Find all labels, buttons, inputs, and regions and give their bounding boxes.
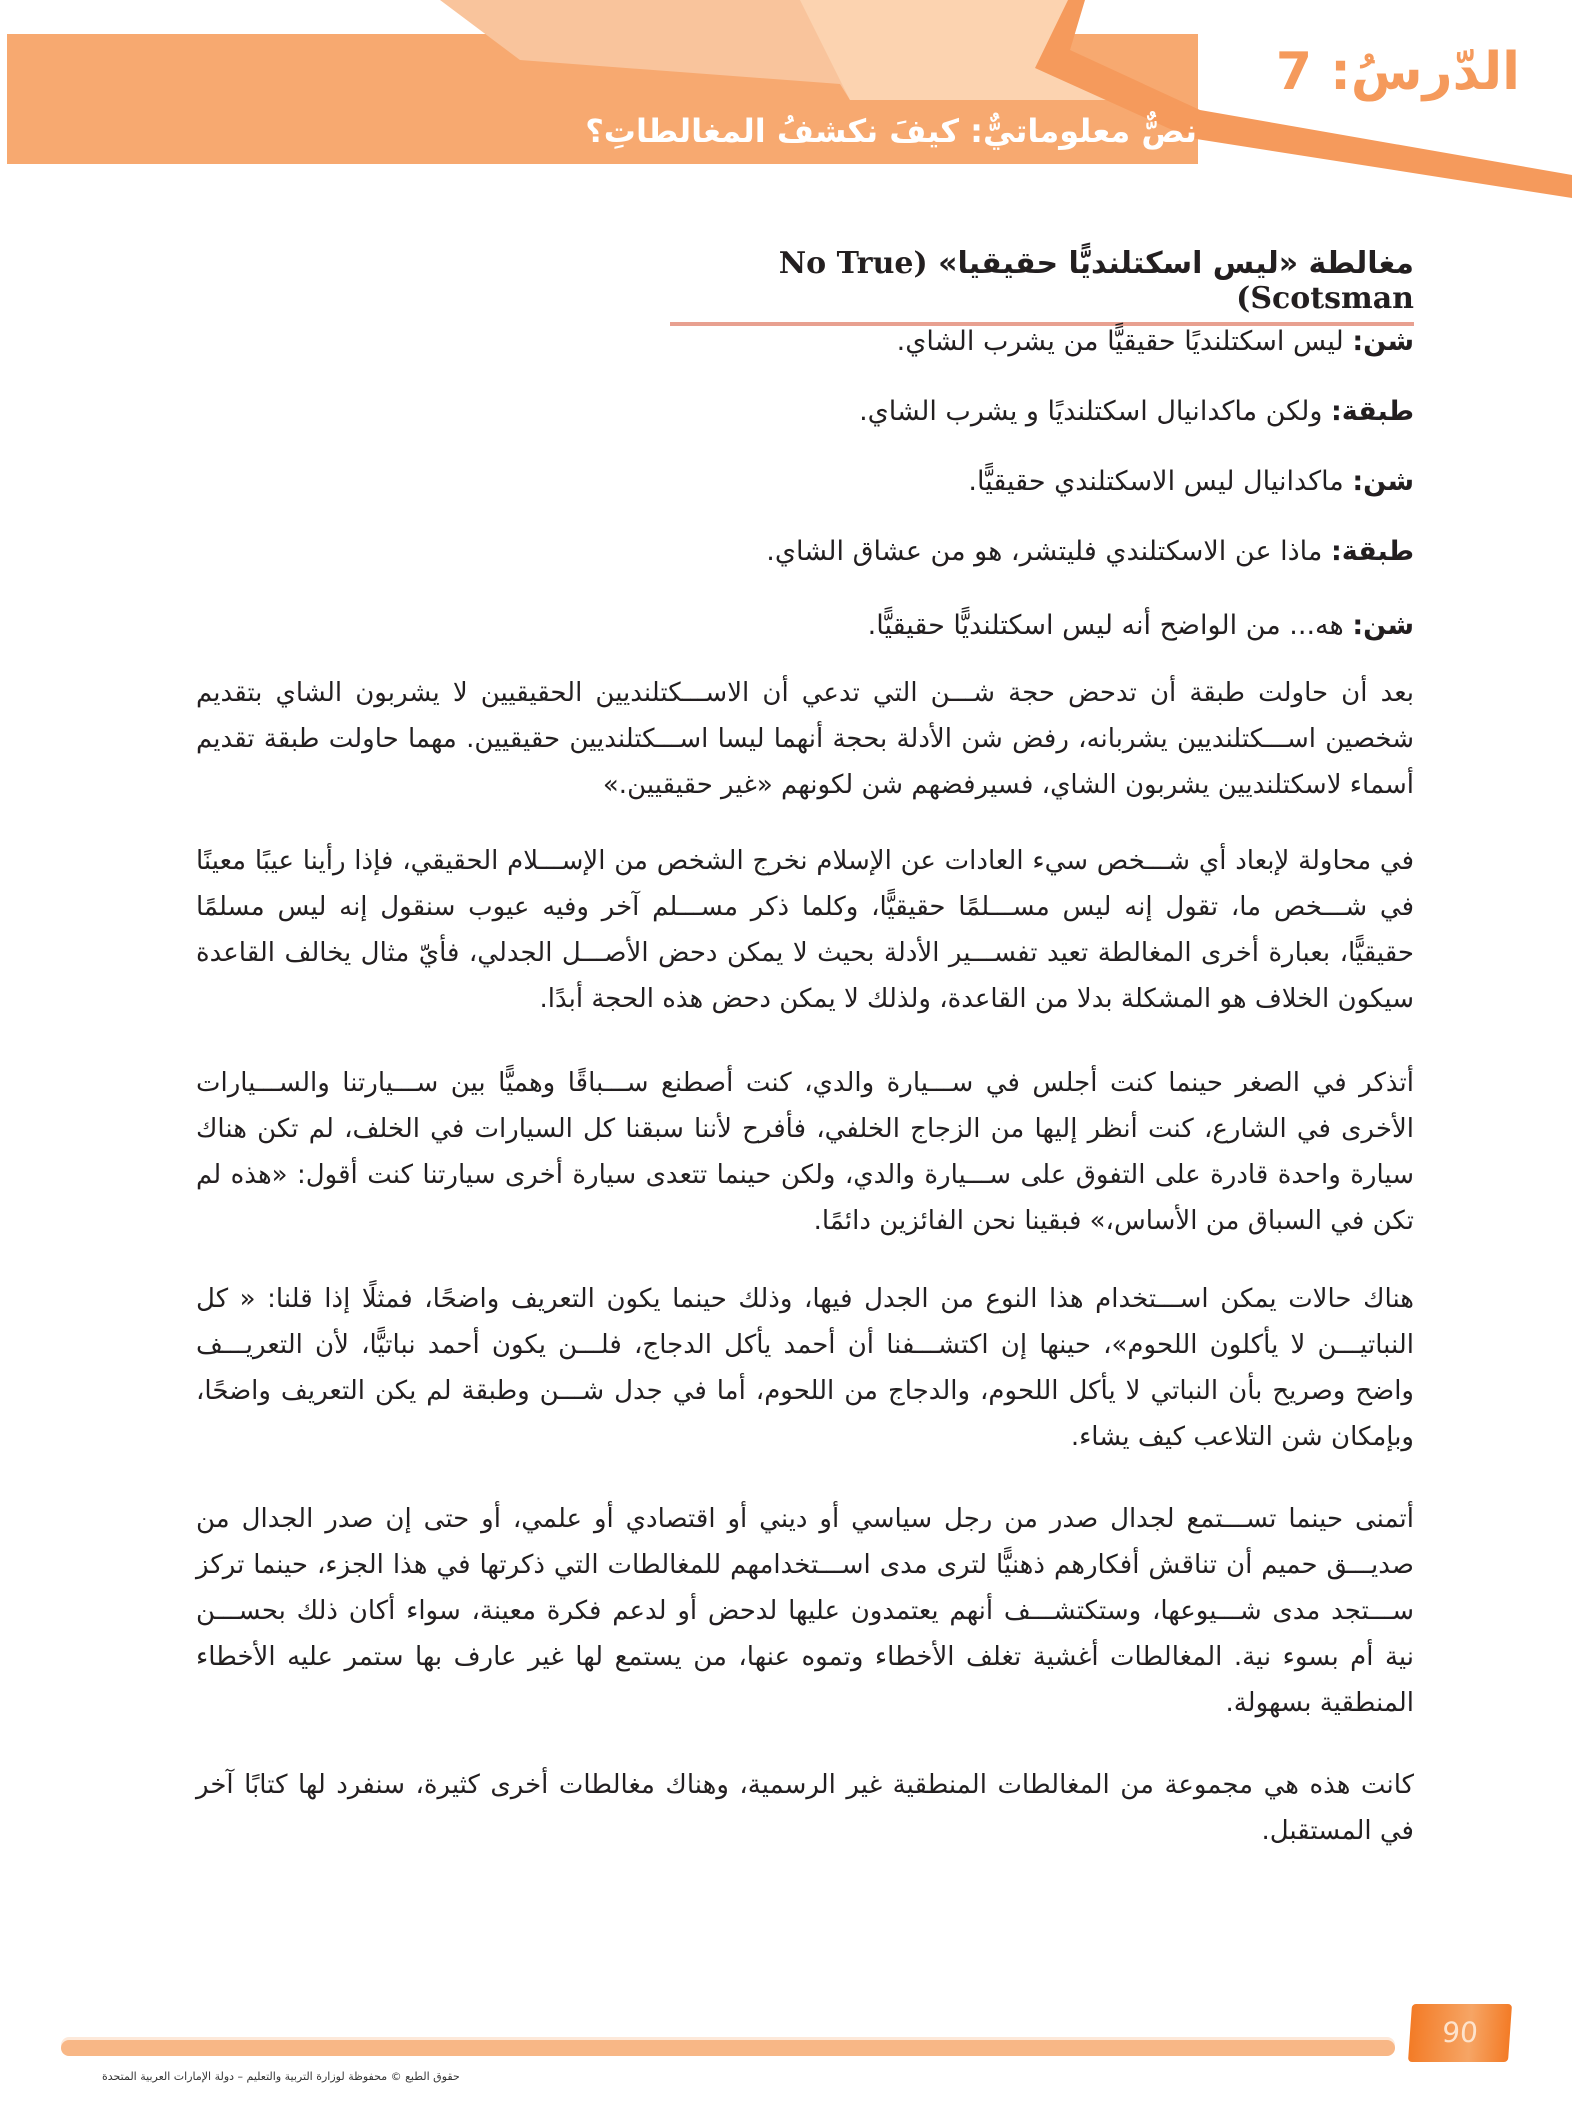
line-text: ماذا عن الاسكتلندي فليتشر، هو من عشاق الشاي. [766,536,1331,567]
line-text: هه... من الواضح أنه ليس اسكتلنديًّا حقيقيًّا. [867,610,1353,641]
dialogue-line [766,536,1414,567]
line-text: ليس اسكتلنديًا حقيقيًّا من يشرب الشاي. [896,326,1353,357]
dialogue-line [868,610,1414,641]
dialogue-line [859,396,1414,427]
paragraph: هناك حالات يمكن اســـتخدام هذا النوع من الجدل فيها، وذلك حينما يكون التعريف واضحًا، فمثلًا إذا قلنا: « كل النباتيـــن لا يأكلون اللحوم»، حينها إن اكتشـــفنا أن أحمد يأكل الدجاج، فلـــن يكون أحمد نباتيًّا، لأن التعريـــف واضح وصريح بأن النباتي لا يأكل اللحوم، والدجاج من اللحوم، أما في جدل شـــن وطبقة لم يكن التعريف واضحًا، وبإمكان شن التلاعب كيف يشاء. [196,1284,1414,1452]
paragraph: أتمنى حينما تســـتمع لجدال صدر من رجل سياسي أو ديني أو اقتصادي أو علمي، أو حتى إن صدر الجدال من صديـــق حميم أن تناقش أفكارهم ذهنيًّا لترى مدى اســـتخدامهم للمغالطات التي ذكرتها في هذا الجزء، حينما تركز ســـتجد مدى شـــيوعها، وستكتشـــف أنهم يعتمدون عليها لدحض أو لدعم فكرة معينة، سواء أكان ذلك بحســـن نية أم بسوء نية. المغالطات أغشية تغلف الأخطاء وتموه عنها، من يستمع لها غير عارف بها ستمر عليه الأخطاء المنطقية بسهولة. [196,1504,1414,1718]
heading-english: (No True Scotsman) [778,246,1414,316]
heading-arabic: مغالطة «ليس اسكتلنديًّا حقيقيا» [938,246,1414,281]
speaker: شن: [1352,466,1414,497]
paragraph: كانت هذه هي مجموعة من المغالطات المنطقية غير الرسمية، وهناك مغالطات أخرى كثيرة، سنفرد لها كتابًا آخر في المستقبل. [196,1770,1414,1846]
line-text: ماكدانيال ليس الاسكتلندي حقيقيًّا. [968,466,1353,497]
section-heading [670,246,1414,326]
lesson-number-title: الدّرسُ: 7 [1275,42,1520,102]
speaker: طبقة: [1330,536,1414,567]
footer-bar [61,2040,1395,2056]
dialogue-line [897,326,1414,357]
line-text: ولكن ماكدانيال اسكتلنديًا و يشرب الشاي. [859,396,1331,427]
dialogue-line [968,466,1414,497]
speaker: طبقة: [1330,396,1414,427]
paragraph: بعد أن حاولت طبقة أن تدحض حجة شـــن التي تدعي أن الاســـكتلنديين الحقيقيين لا يشربون الشاي بتقديم شخصين اســـكتلنديين يشربانه، رفض شن الأدلة بحجة أنهما ليسا اســـكتلنديين حقيقيين. مهما حاولت طبقة تقديم أسماء لاسكتلنديين يشربون الشاي، فسيرفضهم شن لكونهم «غير حقيقيين.» [196,678,1414,800]
speaker: شن: [1352,326,1414,357]
paragraph: في محاولة لإبعاد أي شـــخص سيء العادات عن الإسلام نخرج الشخص من الإســـلام الحقيقي، فإذا رأينا عيبًا معينًا في شـــخص ما، تقول إنه ليس مســـلمًا حقيقيًّا، وكلما ذكر مســـلم آخر وفيه عيوب سنقول إنه ليس مسلمًا حقيقيًّا، بعبارة أخرى المغالطة تعيد تفســـير الأدلة بحيث لا يمكن دحض الأصـــل الجدلي، فأيّ مثال يخالف القاعدة سيكون الخلاف هو المشكلة بدلا من القاعدة، ولذلك لا يمكن دحض هذه الحجة أبدًا. [196,846,1414,1014]
paragraph: أتذكر في الصغر حينما كنت أجلس في ســـيارة والدي، كنت أصطنع ســـباقًا وهميًّا بين ســـيارتنا والســـيارات الأخرى في الشارع، كنت أنظر إليها من الزجاج الخلفي، فأفرح لأننا سبقنا كل السيارات في الخلف، لم تكن هناك سيارة واحدة قادرة على التفوق على ســـيارة والدي، ولكن حينما تتعدى سيارة أخرى سيارتنا كنت أقول: «هذه لم تكن في السباق من الأساس،» فبقينا نحن الفائزين دائمًا. [196,1068,1414,1236]
speaker: شن: [1352,610,1414,641]
header-banner-graphic [0,0,1572,220]
page-number: 90 [1408,2004,1512,2062]
copyright-notice: حقوق الطبع © محفوظة لوزارة التربية والتعليم – دولة الإمارات العربية المتحدة [102,2070,460,2083]
lesson-subtitle: نصٌّ معلوماتيٌّ: كيفَ نكشفُ المغالطاتِ؟ [585,112,1197,150]
